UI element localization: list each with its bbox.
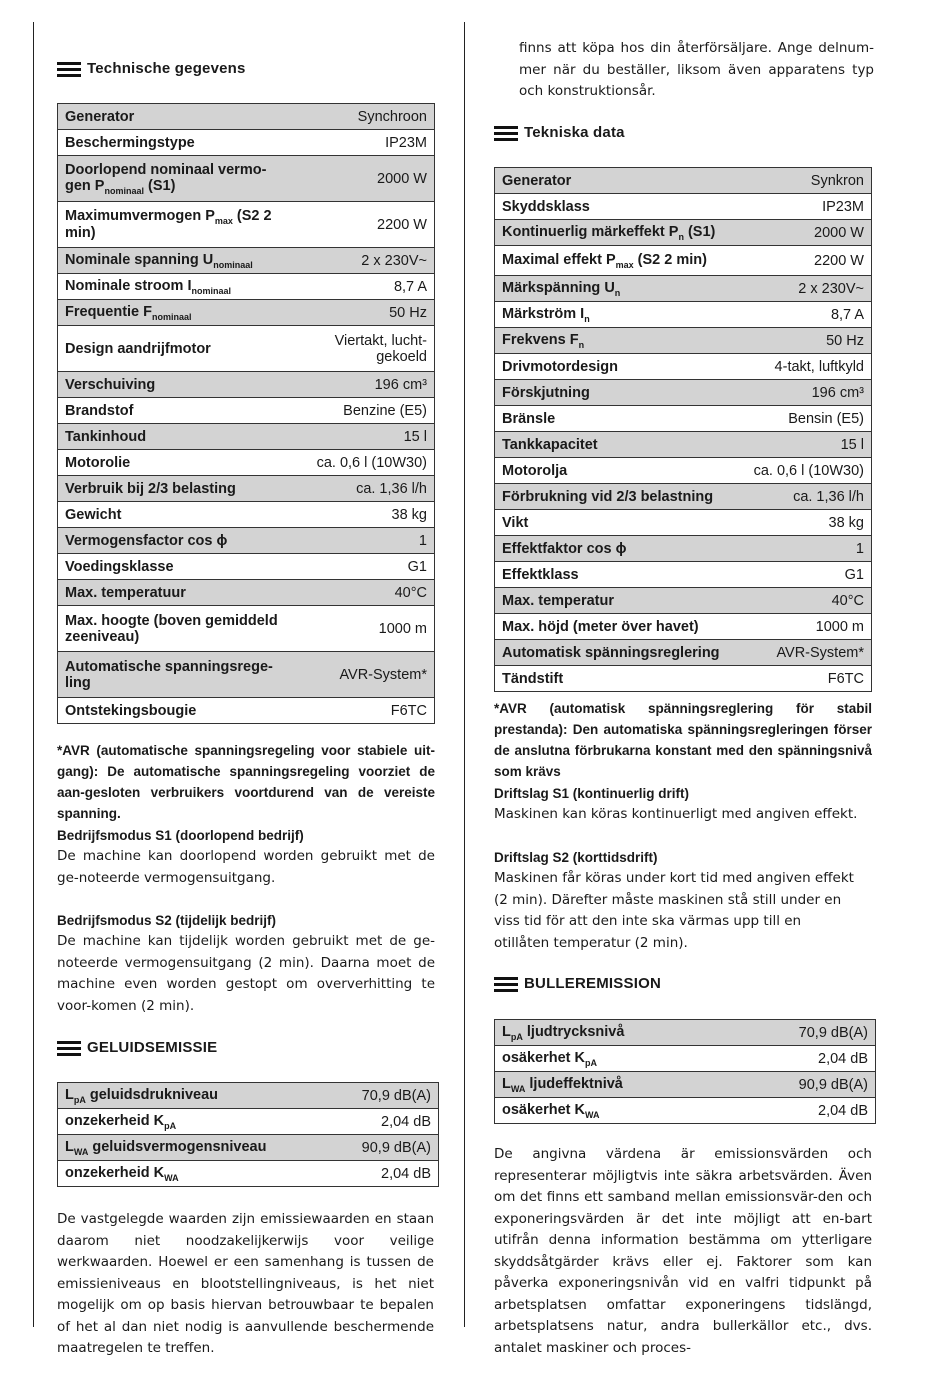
spec-value: 38 kg bbox=[293, 502, 435, 528]
spec-key: Maximal effekt $P_{max}$ (S2 2 min) bbox=[495, 246, 746, 276]
spec-value: IP23M bbox=[293, 130, 435, 156]
noise-value: 70,9 dB(A) bbox=[764, 1020, 876, 1046]
noise-key: onzekerheid $K_{pA}$ bbox=[58, 1109, 327, 1135]
spec-key: Drivmotordesign bbox=[495, 354, 746, 380]
spec-key: Gewicht bbox=[58, 502, 293, 528]
spec-value: 38 kg bbox=[746, 510, 872, 536]
spec-value: 1 bbox=[293, 528, 435, 554]
avr-note-sv: *AVR (automatisk spänningsreglering för stabil prestanda): Den automatiska spänningsregleringen förser de anslutna förbrukarna konstant med den spänningsnivå som krävs bbox=[494, 701, 872, 779]
spec-key: Beschermingstype bbox=[58, 130, 293, 156]
spec-key: Generator bbox=[58, 104, 293, 130]
spec-key: Märkspänning $U_n$ bbox=[495, 276, 746, 302]
spec-value: 2000 W bbox=[746, 220, 872, 246]
spec-table-sv bbox=[494, 167, 872, 692]
spec-value: 4-takt, luftkyld bbox=[746, 354, 872, 380]
section-bars-icon bbox=[494, 976, 518, 992]
spec-value: 1000 m bbox=[746, 614, 872, 640]
noise-key: osäkerhet $K_{pA}$ bbox=[495, 1046, 764, 1072]
spec-value: 50 Hz bbox=[293, 300, 435, 326]
spec-value: 8,7 A bbox=[746, 302, 872, 328]
spec-key: Brandstof bbox=[58, 398, 293, 424]
spec-value: Viertakt, lucht-gekoeld bbox=[293, 326, 435, 372]
spec-key: Verschuiving bbox=[58, 372, 293, 398]
spec-value: IP23M bbox=[746, 194, 872, 220]
section-bars-icon bbox=[494, 125, 518, 141]
spec-key: Motorolja bbox=[495, 458, 746, 484]
spec-key: Tankinhoud bbox=[58, 424, 293, 450]
spec-key: Maximumvermogen $P_{max}$ (S2 2 min) bbox=[58, 202, 293, 248]
noise-heading-nl bbox=[57, 1039, 217, 1056]
noise-heading-sv bbox=[494, 975, 661, 992]
spec-value: 196 cm³ bbox=[746, 380, 872, 406]
noise-title-sv: BULLEREMISSION bbox=[524, 975, 661, 992]
noise-key: onzekerheid $K_{WA}$ bbox=[58, 1161, 327, 1187]
spec-value: ca. 1,36 l/h bbox=[746, 484, 872, 510]
avr-note-nl: *AVR (automatische spanningsregeling voor stabiele uit-gang): De automatische spanningsregeling voorziet de aan-gesloten verbruikers voortdurend van de vereiste spanning. bbox=[57, 743, 435, 821]
noise-value: 90,9 dB(A) bbox=[764, 1072, 876, 1098]
spec-key: Automatisk spänningsreglering bbox=[495, 640, 746, 666]
spec-value: AVR-System* bbox=[293, 652, 435, 698]
spec-value: G1 bbox=[293, 554, 435, 580]
spec-value: 50 Hz bbox=[746, 328, 872, 354]
noise-table-nl bbox=[57, 1082, 439, 1187]
spec-value: 196 cm³ bbox=[293, 372, 435, 398]
spec-key: Vikt bbox=[495, 510, 746, 536]
emission-text-nl: De vastgelegde waarden zijn emissiewaarden en staan daarom niet noodzakelijkerwijs voor veilige werkwaarden. Hoewel er een samenhang is tussen de emissieniveaus en blootstellingniveaus, is het niet mogelijk om op basis hiervan betrouwbaar te bepalen of het al dan niet nodig is aanvullende beschermende maatregelen te treffen. bbox=[57, 1211, 434, 1356]
spec-key: Motorolie bbox=[58, 450, 293, 476]
s2-title-nl: Bedrijfsmodus S2 (tijdelijk bedrijf) bbox=[57, 913, 277, 928]
spec-value: ca. 0,6 l (10W30) bbox=[746, 458, 872, 484]
spec-key: Nominale spanning $U_{nominaal}$ bbox=[58, 248, 293, 274]
spec-key: Tankkapacitet bbox=[495, 432, 746, 458]
s2-text-nl: De machine kan tijdelijk worden gebruikt met de ge-noteerde vermogensuitgang (2 min). Daarna moet de machine even worden gestopt om oververhitting te voor-komen (2 min). bbox=[57, 933, 435, 1014]
spec-value: 2200 W bbox=[293, 202, 435, 248]
spec-key: Max. temperatuur bbox=[58, 580, 293, 606]
spec-key: Tändstift bbox=[495, 666, 746, 692]
spec-value: Synchroon bbox=[293, 104, 435, 130]
tech-heading-sv bbox=[494, 124, 625, 141]
spec-table-nl bbox=[57, 103, 435, 724]
spec-key: Frequentie $F_{nominaal}$ bbox=[58, 300, 293, 326]
spec-value: 40°C bbox=[293, 580, 435, 606]
spec-key: Vermogensfactor cos ϕ bbox=[58, 528, 293, 554]
spec-value: 1 bbox=[746, 536, 872, 562]
s1-title-sv: Driftslag S1 (kontinuerlig drift) bbox=[494, 786, 690, 801]
spec-key: Märkström $I_n$ bbox=[495, 302, 746, 328]
spec-key: Automatische spanningsrege-ling bbox=[58, 652, 293, 698]
spec-key: Generator bbox=[495, 168, 746, 194]
section-bars-icon bbox=[57, 1040, 81, 1056]
spec-value: Benzine (E5) bbox=[293, 398, 435, 424]
spec-key: Max. hoogte (boven gemiddeld zeeniveau) bbox=[58, 606, 293, 652]
spec-key: Kontinuerlig märkeffekt $P_n$ (S1) bbox=[495, 220, 746, 246]
spec-key: Max. temperatur bbox=[495, 588, 746, 614]
spec-value: 1000 m bbox=[293, 606, 435, 652]
s2-text-sv: Maskinen får köras under kort tid med angiven effekt (2 min). Därefter måste maskinen stå still under en viss tid för att den inte ska värmas upp till en otillåten temperatur (2 min). bbox=[494, 870, 854, 951]
s2-title-sv: Driftslag S2 (korttidsdrift) bbox=[494, 850, 658, 865]
intro-text-sv: finns att köpa hos din återförsäljare. Ange delnum-mer när du beställer, liksom även apparatens typ och konstruktionsår. bbox=[519, 40, 874, 99]
noise-value: 90,9 dB(A) bbox=[327, 1135, 439, 1161]
noise-key: $L_{pA}$ ljudtrycksnivå bbox=[495, 1020, 764, 1046]
noise-title-nl: GELUIDSEMISSIE bbox=[87, 1039, 218, 1056]
column-divider-rule bbox=[464, 22, 465, 1327]
spec-value: 15 l bbox=[746, 432, 872, 458]
spec-key: Bränsle bbox=[495, 406, 746, 432]
spec-key: Skyddsklass bbox=[495, 194, 746, 220]
tech-title-nl: Technische gegevens bbox=[87, 60, 246, 77]
spec-value: F6TC bbox=[746, 666, 872, 692]
spec-value: 2 x 230V~ bbox=[293, 248, 435, 274]
spec-value: Bensin (E5) bbox=[746, 406, 872, 432]
s1-text-nl: De machine kan doorlopend worden gebruikt met de ge-noteerde vermogensuitgang. bbox=[57, 848, 435, 886]
noise-value: 2,04 dB bbox=[327, 1109, 439, 1135]
s1-text-sv: Maskinen kan köras kontinuerligt med angiven effekt. bbox=[494, 806, 858, 822]
noise-value: 2,04 dB bbox=[327, 1161, 439, 1187]
noise-key: $L_{WA}$ ljudeffektnivå bbox=[495, 1072, 764, 1098]
noise-value: 2,04 dB bbox=[764, 1046, 876, 1072]
spec-value: 2 x 230V~ bbox=[746, 276, 872, 302]
spec-value: Synkron bbox=[746, 168, 872, 194]
spec-value: 2000 W bbox=[293, 156, 435, 202]
left-margin-rule bbox=[33, 22, 34, 1327]
s1-title-nl: Bedrijfsmodus S1 (doorlopend bedrijf) bbox=[57, 828, 304, 843]
spec-value: 2200 W bbox=[746, 246, 872, 276]
tech-title-sv: Tekniska data bbox=[524, 124, 625, 141]
noise-key: $L_{WA}$ geluidsvermogensniveau bbox=[58, 1135, 327, 1161]
noise-value: 70,9 dB(A) bbox=[327, 1083, 439, 1109]
tech-heading-nl bbox=[57, 60, 246, 77]
spec-value: 8,7 A bbox=[293, 274, 435, 300]
spec-key: Effektklass bbox=[495, 562, 746, 588]
spec-key: Nominale stroom $I_{nominaal}$ bbox=[58, 274, 293, 300]
spec-value: 40°C bbox=[746, 588, 872, 614]
spec-key: Ontstekingsbougie bbox=[58, 698, 293, 724]
spec-key: Förskjutning bbox=[495, 380, 746, 406]
spec-value: F6TC bbox=[293, 698, 435, 724]
spec-key: Förbrukning vid 2/3 belastning bbox=[495, 484, 746, 510]
noise-value: 2,04 dB bbox=[764, 1098, 876, 1124]
spec-value: 15 l bbox=[293, 424, 435, 450]
spec-value: ca. 1,36 l/h bbox=[293, 476, 435, 502]
spec-key: Doorlopend nominaal vermo-gen $P_{nominaal}$ (S1) bbox=[58, 156, 293, 202]
noise-table-sv bbox=[494, 1019, 876, 1124]
noise-key: osäkerhet $K_{WA}$ bbox=[495, 1098, 764, 1124]
spec-key: Verbruik bij 2/3 belasting bbox=[58, 476, 293, 502]
spec-key: Max. höjd (meter över havet) bbox=[495, 614, 746, 640]
spec-key: Frekvens $F_n$ bbox=[495, 328, 746, 354]
section-bars-icon bbox=[57, 61, 81, 77]
spec-key: Effektfaktor cos ϕ bbox=[495, 536, 746, 562]
spec-key: Voedingsklasse bbox=[58, 554, 293, 580]
emission-text-sv: De angivna värdena är emissionsvärden och representerar möjligtvis inte säkra arbetsvärden. Även om det finns ett samband mellan emissionsvär-den och exponeringsvärden är det inte möjligt att en-bart utifrån denna information bestämma om ytterligare skyddsåtgärder krävs eller ej. Faktorer som kan påverka exponeringsnivån vid en valfri tidpunkt på arbetsplatsen omfattar exponeringens tidslängd, arbetsplatsens natur, andra bullerkällor etc., dvs. antalet maskiner och proces- bbox=[494, 1146, 872, 1356]
noise-key: $L_{pA}$ geluidsdrukniveau bbox=[58, 1083, 327, 1109]
spec-value: G1 bbox=[746, 562, 872, 588]
spec-value: ca. 0,6 l (10W30) bbox=[293, 450, 435, 476]
spec-value: AVR-System* bbox=[746, 640, 872, 666]
spec-key: Design aandrijfmotor bbox=[58, 326, 293, 372]
